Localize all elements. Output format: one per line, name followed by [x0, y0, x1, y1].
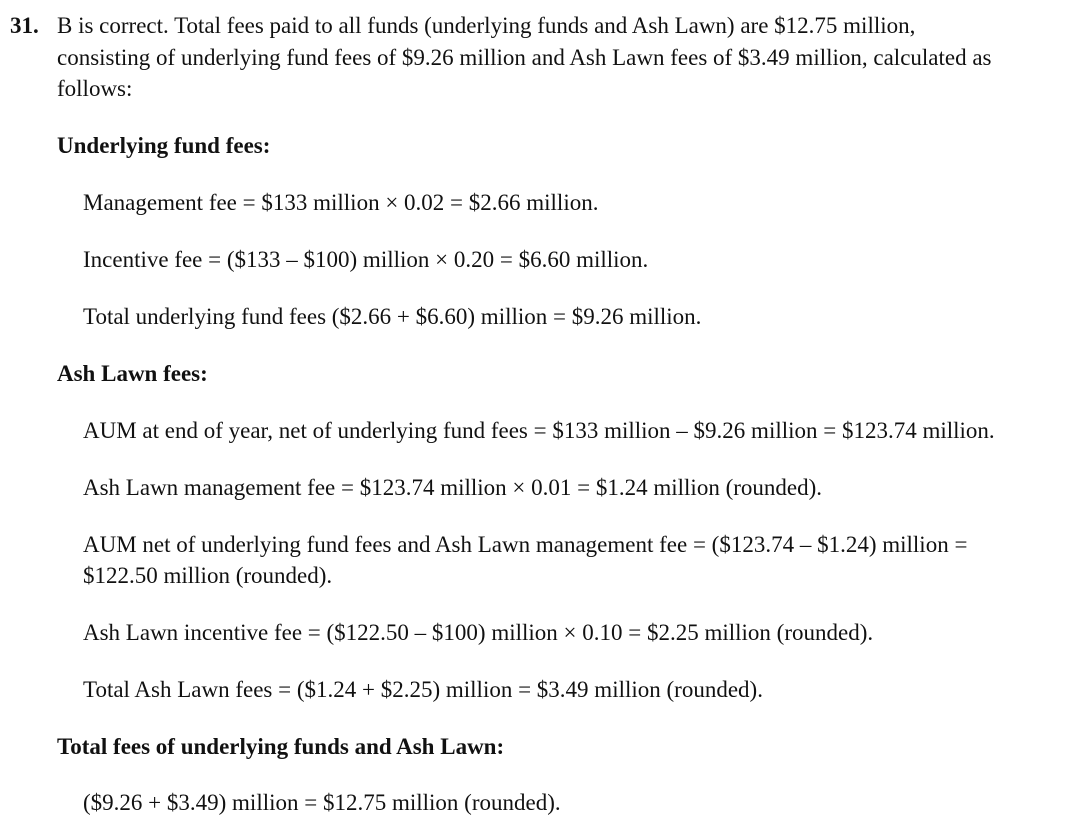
underlying-fees-heading: Underlying fund fees:	[57, 133, 271, 158]
total-fees-line: ($9.26 + $3.49) million = $12.75 million (rounded).	[83, 790, 561, 815]
total-underlying-fees-line: Total underlying fund fees ($2.66 + $6.60) million = $9.26 million.	[83, 304, 702, 329]
aum-net-line-2: $122.50 million (rounded).	[83, 563, 333, 588]
intro-line-2: consisting of underlying fund fees of $9.26 million and Ash Lawn fees of $3.49 million, calculated as	[57, 45, 992, 70]
total-fees-heading: Total fees of underlying funds and Ash Lawn:	[57, 734, 505, 759]
intro-line-3: follows:	[57, 76, 133, 101]
ash-lawn-incentive-fee-line: Ash Lawn incentive fee = ($122.50 – $100) million × 0.10 = $2.25 million (rounded).	[83, 620, 874, 645]
aum-end-of-year-line: AUM at end of year, net of underlying fund fees = $133 million – $9.26 million = $123.74 million.	[83, 418, 995, 443]
intro-line-1: B is correct. Total fees paid to all funds (underlying funds and Ash Lawn) are $12.75 million,	[57, 13, 916, 38]
total-ash-lawn-fees-line: Total Ash Lawn fees = ($1.24 + $2.25) million = $3.49 million (rounded).	[83, 677, 763, 702]
question-number: 31.	[10, 13, 39, 38]
aum-net-line-1: AUM net of underlying fund fees and Ash Lawn management fee = ($123.74 – $1.24) million =	[83, 532, 968, 557]
ash-lawn-fees-heading: Ash Lawn fees:	[57, 361, 208, 386]
incentive-fee-line: Incentive fee = ($133 – $100) million × 0.20 = $6.60 million.	[83, 247, 649, 272]
management-fee-line: Management fee = $133 million × 0.02 = $2.66 million.	[83, 190, 599, 215]
ash-lawn-management-fee-line: Ash Lawn management fee = $123.74 million × 0.01 = $1.24 million (rounded).	[83, 475, 823, 500]
